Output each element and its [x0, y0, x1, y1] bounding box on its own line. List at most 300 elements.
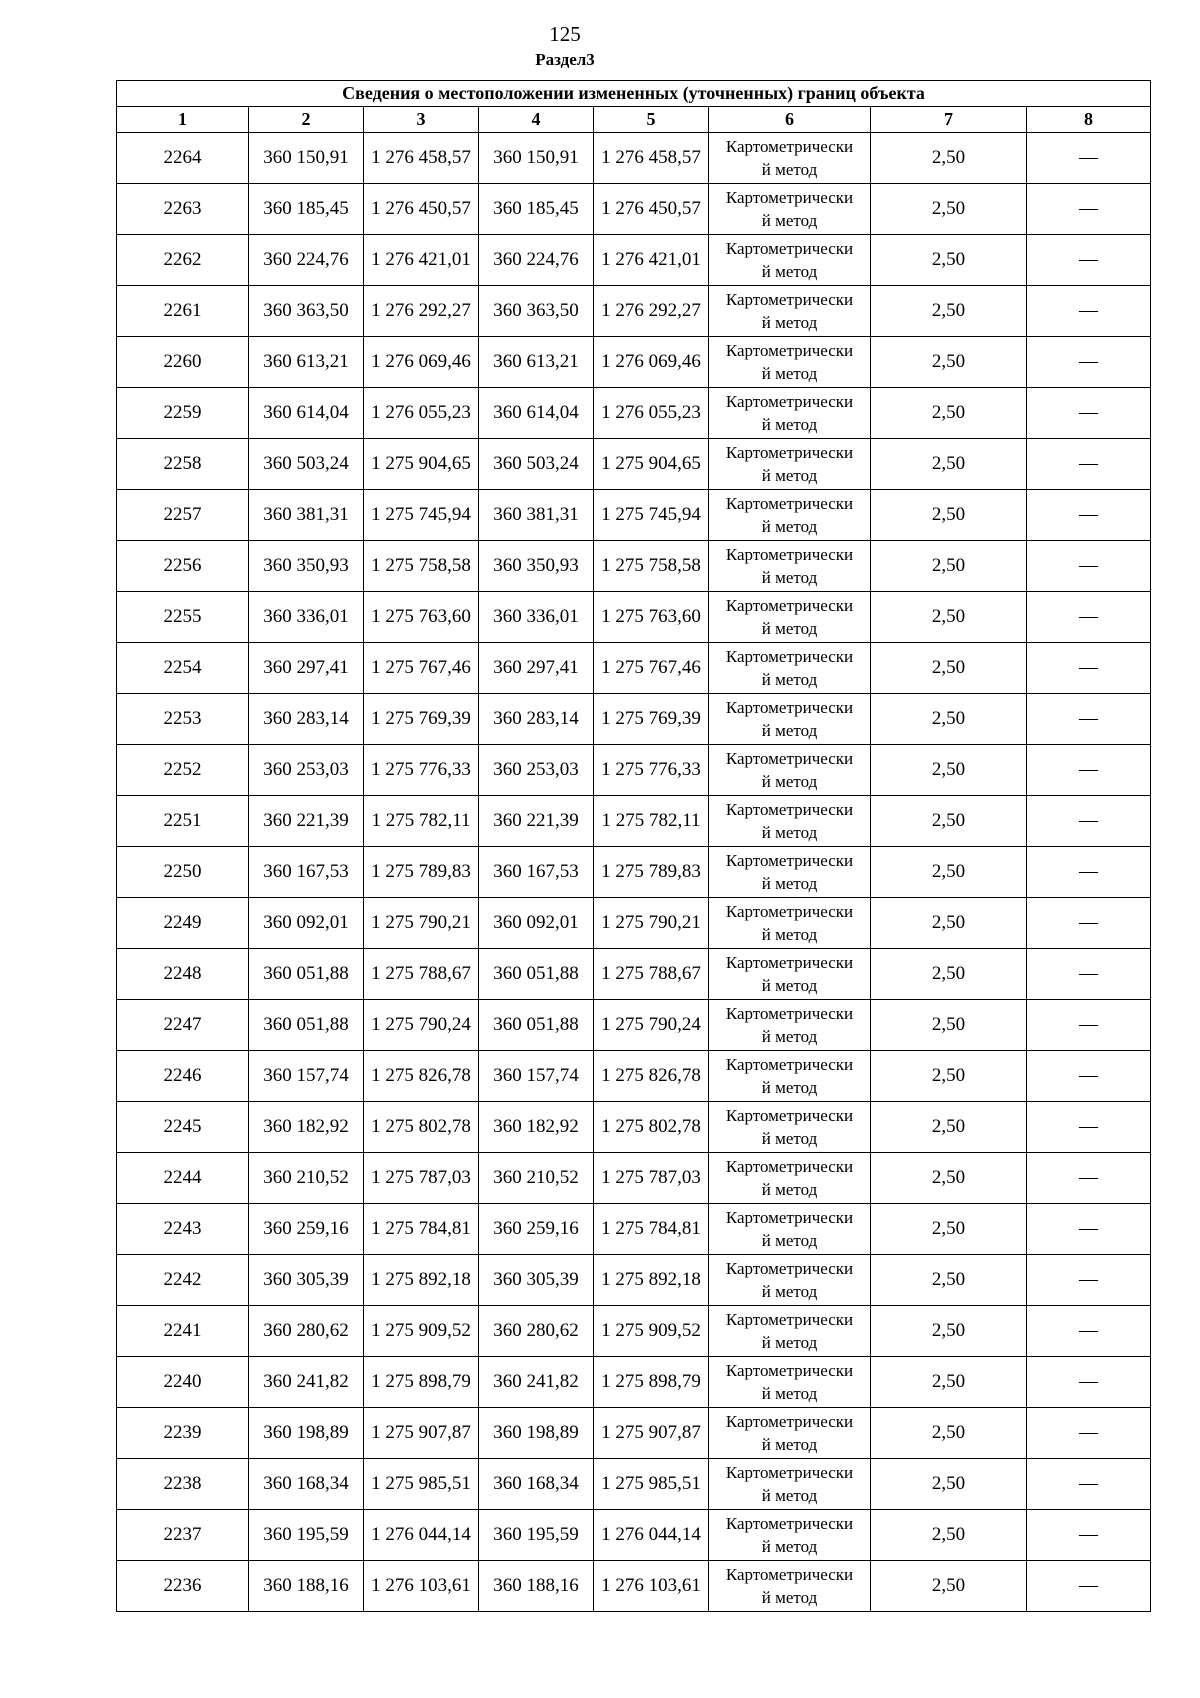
method-cell	[709, 235, 871, 286]
y-old-cell: 1 275 892,18	[364, 1255, 479, 1306]
table-row	[117, 1255, 1151, 1306]
method-line-1: Картометрически	[725, 851, 854, 870]
table-row	[117, 847, 1151, 898]
table-row	[117, 1510, 1151, 1561]
point-number-cell: 2250	[117, 847, 249, 898]
method-line-2: й метод	[761, 313, 818, 332]
x-new-cell: 360 305,39	[479, 1255, 594, 1306]
y-new-cell: 1 275 802,78	[594, 1102, 709, 1153]
method-line-2: й метод	[761, 568, 818, 587]
y-old-cell: 1 276 458,57	[364, 133, 479, 184]
y-new-cell: 1 276 044,14	[594, 1510, 709, 1561]
x-old-cell: 360 305,39	[249, 1255, 364, 1306]
method-line-1: Картометрически	[725, 1361, 854, 1380]
empty-cell: —	[1027, 1255, 1151, 1306]
method-cell	[709, 898, 871, 949]
accuracy-cell: 2,50	[871, 745, 1027, 796]
x-old-cell: 360 259,16	[249, 1204, 364, 1255]
point-number-cell: 2258	[117, 439, 249, 490]
y-old-cell: 1 275 787,03	[364, 1153, 479, 1204]
point-number-cell: 2236	[117, 1561, 249, 1612]
method-line-1: Картометрически	[725, 953, 854, 972]
accuracy-cell: 2,50	[871, 235, 1027, 286]
y-new-cell: 1 276 055,23	[594, 388, 709, 439]
point-number-cell: 2260	[117, 337, 249, 388]
method-line-1: Картометрически	[725, 1157, 854, 1176]
empty-cell: —	[1027, 643, 1151, 694]
method-line-1: Картометрически	[725, 1055, 854, 1074]
x-new-cell: 360 259,16	[479, 1204, 594, 1255]
table-row	[117, 133, 1151, 184]
point-number-cell: 2241	[117, 1306, 249, 1357]
x-new-cell: 360 185,45	[479, 184, 594, 235]
x-old-cell: 360 092,01	[249, 898, 364, 949]
table-row	[117, 184, 1151, 235]
x-new-cell: 360 614,04	[479, 388, 594, 439]
empty-cell: —	[1027, 1510, 1151, 1561]
x-new-cell: 360 182,92	[479, 1102, 594, 1153]
column-number: 2	[249, 107, 364, 133]
x-new-cell: 360 150,91	[479, 133, 594, 184]
method-cell	[709, 133, 871, 184]
method-cell	[709, 1408, 871, 1459]
y-old-cell: 1 276 450,57	[364, 184, 479, 235]
empty-cell: —	[1027, 133, 1151, 184]
y-old-cell: 1 275 790,21	[364, 898, 479, 949]
method-cell	[709, 439, 871, 490]
method-line-2: й метод	[761, 160, 818, 179]
method-line-1: Картометрически	[725, 239, 854, 258]
empty-cell: —	[1027, 1459, 1151, 1510]
y-new-cell: 1 276 292,27	[594, 286, 709, 337]
method-line-2: й метод	[761, 1588, 818, 1607]
x-old-cell: 360 150,91	[249, 133, 364, 184]
method-line-2: й метод	[761, 364, 818, 383]
x-old-cell: 360 253,03	[249, 745, 364, 796]
accuracy-cell: 2,50	[871, 694, 1027, 745]
point-number-cell: 2237	[117, 1510, 249, 1561]
y-new-cell: 1 276 421,01	[594, 235, 709, 286]
accuracy-cell: 2,50	[871, 1357, 1027, 1408]
x-new-cell: 360 051,88	[479, 949, 594, 1000]
y-new-cell: 1 275 907,87	[594, 1408, 709, 1459]
accuracy-cell: 2,50	[871, 796, 1027, 847]
empty-cell: —	[1027, 1204, 1151, 1255]
method-line-1: Картометрически	[725, 341, 854, 360]
empty-cell: —	[1027, 1357, 1151, 1408]
accuracy-cell: 2,50	[871, 1051, 1027, 1102]
x-new-cell: 360 297,41	[479, 643, 594, 694]
method-line-2: й метод	[761, 1078, 818, 1097]
x-new-cell: 360 188,16	[479, 1561, 594, 1612]
table-row	[117, 1153, 1151, 1204]
y-old-cell: 1 275 898,79	[364, 1357, 479, 1408]
method-line-2: й метод	[761, 415, 818, 434]
accuracy-cell: 2,50	[871, 1102, 1027, 1153]
point-number-cell: 2261	[117, 286, 249, 337]
y-new-cell: 1 276 103,61	[594, 1561, 709, 1612]
method-line-2: й метод	[761, 1231, 818, 1250]
y-new-cell: 1 275 826,78	[594, 1051, 709, 1102]
method-cell	[709, 388, 871, 439]
empty-cell: —	[1027, 847, 1151, 898]
column-number: 6	[709, 107, 871, 133]
x-new-cell: 360 168,34	[479, 1459, 594, 1510]
table-row	[117, 1102, 1151, 1153]
method-cell	[709, 286, 871, 337]
x-old-cell: 360 283,14	[249, 694, 364, 745]
method-line-2: й метод	[761, 925, 818, 944]
accuracy-cell: 2,50	[871, 643, 1027, 694]
point-number-cell: 2245	[117, 1102, 249, 1153]
method-line-1: Картометрически	[725, 647, 854, 666]
x-old-cell: 360 210,52	[249, 1153, 364, 1204]
table-row	[117, 796, 1151, 847]
accuracy-cell: 2,50	[871, 541, 1027, 592]
method-line-2: й метод	[761, 211, 818, 230]
table-row	[117, 1357, 1151, 1408]
point-number-cell: 2264	[117, 133, 249, 184]
table-row	[117, 439, 1151, 490]
y-new-cell: 1 275 904,65	[594, 439, 709, 490]
x-new-cell: 360 350,93	[479, 541, 594, 592]
point-number-cell: 2243	[117, 1204, 249, 1255]
accuracy-cell: 2,50	[871, 949, 1027, 1000]
method-cell	[709, 949, 871, 1000]
method-cell	[709, 796, 871, 847]
y-old-cell: 1 275 788,67	[364, 949, 479, 1000]
table-row	[117, 286, 1151, 337]
table-caption: Сведения о местоположении измененных (уточненных) границ объекта	[117, 81, 1151, 107]
y-new-cell: 1 275 767,46	[594, 643, 709, 694]
method-line-1: Картометрически	[725, 1514, 854, 1533]
accuracy-cell: 2,50	[871, 1510, 1027, 1561]
method-cell	[709, 847, 871, 898]
x-new-cell: 360 336,01	[479, 592, 594, 643]
method-line-2: й метод	[761, 1129, 818, 1148]
accuracy-cell: 2,50	[871, 1000, 1027, 1051]
accuracy-cell: 2,50	[871, 439, 1027, 490]
column-number: 8	[1027, 107, 1151, 133]
x-new-cell: 360 503,24	[479, 439, 594, 490]
column-number: 5	[594, 107, 709, 133]
x-old-cell: 360 613,21	[249, 337, 364, 388]
table-row	[117, 949, 1151, 1000]
accuracy-cell: 2,50	[871, 1408, 1027, 1459]
x-old-cell: 360 350,93	[249, 541, 364, 592]
y-new-cell: 1 275 776,33	[594, 745, 709, 796]
x-new-cell: 360 241,82	[479, 1357, 594, 1408]
table-row	[117, 1561, 1151, 1612]
method-line-1: Картометрически	[725, 188, 854, 207]
method-cell	[709, 592, 871, 643]
y-new-cell: 1 275 745,94	[594, 490, 709, 541]
x-old-cell: 360 167,53	[249, 847, 364, 898]
point-number-cell: 2249	[117, 898, 249, 949]
x-old-cell: 360 168,34	[249, 1459, 364, 1510]
x-old-cell: 360 336,01	[249, 592, 364, 643]
method-cell	[709, 541, 871, 592]
x-old-cell: 360 182,92	[249, 1102, 364, 1153]
method-line-1: Картометрически	[725, 1463, 854, 1482]
x-old-cell: 360 224,76	[249, 235, 364, 286]
y-old-cell: 1 275 763,60	[364, 592, 479, 643]
accuracy-cell: 2,50	[871, 1255, 1027, 1306]
point-number-cell: 2239	[117, 1408, 249, 1459]
table-row	[117, 643, 1151, 694]
y-old-cell: 1 275 758,58	[364, 541, 479, 592]
empty-cell: —	[1027, 337, 1151, 388]
x-new-cell: 360 280,62	[479, 1306, 594, 1357]
method-line-2: й метод	[761, 721, 818, 740]
x-old-cell: 360 221,39	[249, 796, 364, 847]
y-old-cell: 1 275 904,65	[364, 439, 479, 490]
point-number-cell: 2256	[117, 541, 249, 592]
method-line-2: й метод	[761, 670, 818, 689]
method-line-2: й метод	[761, 1384, 818, 1403]
y-new-cell: 1 275 758,58	[594, 541, 709, 592]
method-cell	[709, 1153, 871, 1204]
empty-cell: —	[1027, 694, 1151, 745]
point-number-cell: 2255	[117, 592, 249, 643]
point-number-cell: 2246	[117, 1051, 249, 1102]
y-new-cell: 1 275 985,51	[594, 1459, 709, 1510]
method-cell	[709, 745, 871, 796]
table-row	[117, 1306, 1151, 1357]
method-cell	[709, 643, 871, 694]
point-number-cell: 2247	[117, 1000, 249, 1051]
empty-cell: —	[1027, 1561, 1151, 1612]
y-old-cell: 1 276 103,61	[364, 1561, 479, 1612]
table-row	[117, 490, 1151, 541]
point-number-cell: 2251	[117, 796, 249, 847]
x-old-cell: 360 363,50	[249, 286, 364, 337]
x-new-cell: 360 167,53	[479, 847, 594, 898]
accuracy-cell: 2,50	[871, 1153, 1027, 1204]
method-line-1: Картометрически	[725, 1412, 854, 1431]
empty-cell: —	[1027, 1408, 1151, 1459]
method-line-1: Картометрически	[725, 698, 854, 717]
y-old-cell: 1 275 767,46	[364, 643, 479, 694]
table-row	[117, 745, 1151, 796]
accuracy-cell: 2,50	[871, 898, 1027, 949]
point-number-cell: 2253	[117, 694, 249, 745]
method-cell	[709, 1255, 871, 1306]
x-old-cell: 360 241,82	[249, 1357, 364, 1408]
method-line-2: й метод	[761, 1282, 818, 1301]
point-number-cell: 2244	[117, 1153, 249, 1204]
x-old-cell: 360 157,74	[249, 1051, 364, 1102]
table-row	[117, 1051, 1151, 1102]
method-line-1: Картометрически	[725, 596, 854, 615]
point-number-cell: 2262	[117, 235, 249, 286]
accuracy-cell: 2,50	[871, 1306, 1027, 1357]
x-new-cell: 360 253,03	[479, 745, 594, 796]
y-new-cell: 1 275 763,60	[594, 592, 709, 643]
method-cell	[709, 337, 871, 388]
method-line-2: й метод	[761, 874, 818, 893]
y-old-cell: 1 275 782,11	[364, 796, 479, 847]
method-line-1: Картометрически	[725, 1004, 854, 1023]
x-old-cell: 360 614,04	[249, 388, 364, 439]
method-line-2: й метод	[761, 976, 818, 995]
method-line-1: Картометрически	[725, 1310, 854, 1329]
accuracy-cell: 2,50	[871, 133, 1027, 184]
column-number: 7	[871, 107, 1027, 133]
x-new-cell: 360 381,31	[479, 490, 594, 541]
column-number: 4	[479, 107, 594, 133]
point-number-cell: 2257	[117, 490, 249, 541]
x-new-cell: 360 210,52	[479, 1153, 594, 1204]
y-old-cell: 1 276 055,23	[364, 388, 479, 439]
y-old-cell: 1 275 745,94	[364, 490, 479, 541]
method-cell	[709, 1204, 871, 1255]
method-line-1: Картометрически	[725, 392, 854, 411]
method-line-2: й метод	[761, 1435, 818, 1454]
y-new-cell: 1 276 450,57	[594, 184, 709, 235]
y-old-cell: 1 276 044,14	[364, 1510, 479, 1561]
empty-cell: —	[1027, 796, 1151, 847]
point-number-cell: 2248	[117, 949, 249, 1000]
y-new-cell: 1 276 458,57	[594, 133, 709, 184]
column-number: 1	[117, 107, 249, 133]
empty-cell: —	[1027, 898, 1151, 949]
x-new-cell: 360 195,59	[479, 1510, 594, 1561]
empty-cell: —	[1027, 1306, 1151, 1357]
method-line-1: Картометрически	[725, 749, 854, 768]
point-number-cell: 2242	[117, 1255, 249, 1306]
method-cell	[709, 1000, 871, 1051]
x-old-cell: 360 051,88	[249, 1000, 364, 1051]
accuracy-cell: 2,50	[871, 337, 1027, 388]
x-old-cell: 360 198,89	[249, 1408, 364, 1459]
empty-cell: —	[1027, 490, 1151, 541]
y-old-cell: 1 275 985,51	[364, 1459, 479, 1510]
point-number-cell: 2238	[117, 1459, 249, 1510]
y-new-cell: 1 275 784,81	[594, 1204, 709, 1255]
y-new-cell: 1 275 790,21	[594, 898, 709, 949]
method-line-2: й метод	[761, 619, 818, 638]
y-old-cell: 1 275 826,78	[364, 1051, 479, 1102]
method-cell	[709, 1510, 871, 1561]
y-old-cell: 1 276 292,27	[364, 286, 479, 337]
method-line-1: Картометрически	[725, 1259, 854, 1278]
method-line-1: Картометрически	[725, 290, 854, 309]
x-new-cell: 360 157,74	[479, 1051, 594, 1102]
accuracy-cell: 2,50	[871, 184, 1027, 235]
x-new-cell: 360 051,88	[479, 1000, 594, 1051]
empty-cell: —	[1027, 388, 1151, 439]
method-cell	[709, 490, 871, 541]
method-cell	[709, 1051, 871, 1102]
method-cell	[709, 184, 871, 235]
empty-cell: —	[1027, 745, 1151, 796]
accuracy-cell: 2,50	[871, 1561, 1027, 1612]
method-line-1: Картометрически	[725, 1106, 854, 1125]
x-new-cell: 360 198,89	[479, 1408, 594, 1459]
empty-cell: —	[1027, 439, 1151, 490]
y-old-cell: 1 275 784,81	[364, 1204, 479, 1255]
method-line-1: Картометрически	[725, 1208, 854, 1227]
x-new-cell: 360 283,14	[479, 694, 594, 745]
page-number: 125	[549, 22, 581, 46]
accuracy-cell: 2,50	[871, 592, 1027, 643]
method-line-2: й метод	[761, 1333, 818, 1352]
empty-cell: —	[1027, 541, 1151, 592]
column-number-row	[117, 107, 1151, 133]
y-new-cell: 1 275 898,79	[594, 1357, 709, 1408]
y-old-cell: 1 275 907,87	[364, 1408, 479, 1459]
table-row	[117, 388, 1151, 439]
section-title: Раздел3	[535, 50, 595, 69]
x-new-cell: 360 613,21	[479, 337, 594, 388]
table-row	[117, 235, 1151, 286]
empty-cell: —	[1027, 1000, 1151, 1051]
method-cell	[709, 694, 871, 745]
method-line-2: й метод	[761, 823, 818, 842]
method-line-2: й метод	[761, 262, 818, 281]
method-cell	[709, 1357, 871, 1408]
y-old-cell: 1 275 789,83	[364, 847, 479, 898]
x-old-cell: 360 195,59	[249, 1510, 364, 1561]
method-cell	[709, 1459, 871, 1510]
empty-cell: —	[1027, 184, 1151, 235]
point-number-cell: 2263	[117, 184, 249, 235]
method-line-2: й метод	[761, 517, 818, 536]
empty-cell: —	[1027, 1051, 1151, 1102]
y-old-cell: 1 276 421,01	[364, 235, 479, 286]
accuracy-cell: 2,50	[871, 388, 1027, 439]
method-line-2: й метод	[761, 1486, 818, 1505]
accuracy-cell: 2,50	[871, 1459, 1027, 1510]
x-old-cell: 360 051,88	[249, 949, 364, 1000]
empty-cell: —	[1027, 1153, 1151, 1204]
x-old-cell: 360 185,45	[249, 184, 364, 235]
table-body	[117, 133, 1151, 1612]
point-number-cell: 2240	[117, 1357, 249, 1408]
method-line-2: й метод	[761, 466, 818, 485]
empty-cell: —	[1027, 286, 1151, 337]
method-line-1: Картометрически	[725, 1565, 854, 1584]
method-cell	[709, 1306, 871, 1357]
y-new-cell: 1 275 782,11	[594, 796, 709, 847]
method-line-1: Картометрически	[725, 800, 854, 819]
method-line-1: Картометрически	[725, 545, 854, 564]
accuracy-cell: 2,50	[871, 490, 1027, 541]
accuracy-cell: 2,50	[871, 286, 1027, 337]
y-new-cell: 1 275 909,52	[594, 1306, 709, 1357]
method-cell	[709, 1102, 871, 1153]
y-old-cell: 1 275 802,78	[364, 1102, 479, 1153]
x-new-cell: 360 224,76	[479, 235, 594, 286]
table-row	[117, 1204, 1151, 1255]
table-row	[117, 1000, 1151, 1051]
method-line-1: Картометрически	[725, 494, 854, 513]
table-row	[117, 541, 1151, 592]
method-cell	[709, 1561, 871, 1612]
y-old-cell: 1 276 069,46	[364, 337, 479, 388]
y-new-cell: 1 275 789,83	[594, 847, 709, 898]
table-row	[117, 337, 1151, 388]
x-new-cell: 360 092,01	[479, 898, 594, 949]
y-old-cell: 1 275 909,52	[364, 1306, 479, 1357]
table-row	[117, 1459, 1151, 1510]
boundary-coordinates-table	[116, 80, 1151, 1612]
x-new-cell: 360 363,50	[479, 286, 594, 337]
accuracy-cell: 2,50	[871, 1204, 1027, 1255]
point-number-cell: 2254	[117, 643, 249, 694]
empty-cell: —	[1027, 949, 1151, 1000]
